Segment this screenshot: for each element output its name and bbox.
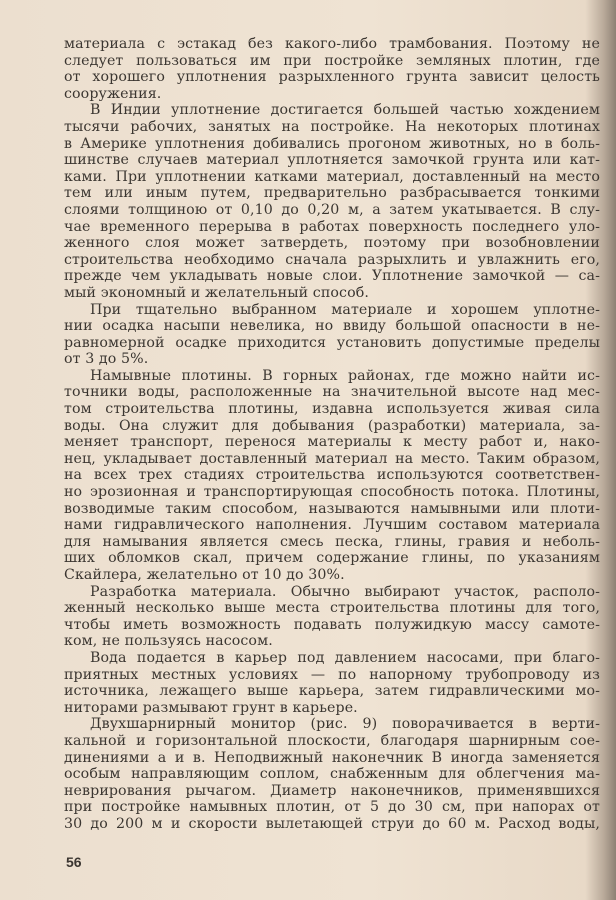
text-line: кальной и горизонтальной плоскости, благодаря шарнирным сое- — [64, 732, 600, 749]
text-line: тысячи рабочих, занятых на постройке. На некоторых плотинах — [64, 118, 600, 135]
text-line: строительства необходимо сначала разрыхлить и увлажнить его, — [64, 251, 600, 268]
text-line: Намывные плотины. В горных районах, где можно найти ис- — [90, 367, 600, 384]
text-line: источника, лежащего выше карьера, затем гидравлическими мо- — [64, 683, 600, 700]
book-page-text — [64, 36, 600, 833]
text-line: Вода подается в карьер под давлением насосами, при благо- — [90, 649, 600, 666]
paragraph — [64, 36, 600, 102]
text-line: Двухшарнирный монитор (рис. 9) поворачивается в верти- — [90, 716, 600, 733]
text-line: воды. Она служит для добывания (разработки) материала, за- — [64, 417, 600, 434]
text-line: При тщательно выбранном материале и хорошем уплотне- — [90, 301, 600, 318]
text-line: при постройке намывных плотин, от 5 до 30 см, при напорах от — [64, 799, 600, 816]
text-line: нами гидравлического наполнения. Лучшим составом материала — [64, 517, 600, 534]
text-line: прежде чем укладывать новые слои. Уплотнение замочкой — са- — [64, 268, 600, 285]
paragraph — [64, 102, 600, 301]
text-line: в Америке уплотнения добивались прогоном животных, но в боль- — [64, 135, 600, 152]
text-line: неврирования рычагом. Диаметр наконечников, применявшихся — [64, 782, 600, 799]
text-line: слоями толщиною от 0,10 до 0,20 м, а затем укатывается. В слу- — [64, 201, 600, 218]
text-line: сооружения. — [64, 85, 162, 102]
text-line: нец, укладывает доставленный материал на место. Таким образом, — [64, 450, 600, 467]
page-number: 56 — [66, 854, 82, 870]
text-line: женный несколько выше места строительства плотины для того, — [64, 600, 600, 617]
text-line: тем или иным путем, предварительно разбрасывается тонкими — [64, 185, 600, 202]
paragraph — [64, 584, 600, 650]
text-line: ками. При уплотнении катками материал, доставленный на место — [64, 168, 600, 185]
text-line: равномерной осадке приходится установить допустимые пределы — [64, 334, 600, 351]
text-line: от 3 до 5%. — [64, 351, 149, 368]
text-line: чтобы иметь возможность подавать полужидкую массу самоте- — [64, 616, 600, 633]
text-line: динениями а и в. Неподвижный наконечник В иногда заменяется — [64, 749, 600, 766]
paragraph — [64, 716, 600, 832]
text-line: но эрозионная и транспортирующая способность потока. Плотины, — [64, 484, 600, 501]
text-line: следует пользоваться им при постройке земляных плотин, где — [64, 52, 600, 69]
paragraph — [64, 302, 600, 368]
text-line: женного слоя может затвердеть, поэтому при возобновлении — [64, 235, 600, 252]
text-line: 30 до 200 м и скорости вылетающей струи до 60 м. Расход воды, — [64, 815, 600, 832]
text-line: ком, не пользуясь насосом. — [64, 633, 273, 650]
text-line: нии осадка насыпи невелика, но ввиду большой опасности в не- — [64, 318, 600, 335]
text-line: чае временного перерыва в работах поверхность последнего уло- — [64, 218, 600, 235]
text-line: ниторами размывают грунт в карьере. — [64, 699, 358, 716]
text-line: материала с эстакад без какого-либо трамбования. Поэтому не — [64, 36, 600, 52]
text-line: возводимые таким способом, называются намывными или плоти- — [64, 500, 600, 517]
text-line: шинстве случаев материал уплотняется замочкой грунта или кат- — [64, 152, 600, 169]
paragraph — [64, 368, 600, 584]
text-line: на всех трех стадиях строительства используются соответствен- — [64, 467, 600, 484]
text-line: меняет транспорт, перенося материалы к месту работ и, нако- — [64, 434, 600, 451]
text-line: ших обломков скал, причем содержание глины, по указаниям — [64, 550, 600, 567]
text-line: точники воды, расположенные на значительной высоте над мес- — [64, 384, 600, 401]
text-line: от хорошего уплотнения разрыхленного грунта зависит целость — [64, 69, 600, 86]
text-line: Скайлера, желательно от 10 до 30%. — [64, 567, 345, 583]
text-line: приятных местных условиях — по напорному трубопроводу из — [64, 666, 600, 683]
text-line: мый экономный и желательный способ. — [64, 284, 369, 301]
paragraph — [64, 650, 600, 716]
text-line: В Индии уплотнение достигается большей частью хождением — [90, 102, 600, 119]
text-line: особым направляющим соплом, снабженным для облегчения ма- — [64, 766, 600, 783]
text-line: для намывания является смесь песка, глины, гравия и неболь- — [64, 533, 600, 550]
text-line: том строительства плотины, издавна используется живая сила — [64, 401, 600, 418]
text-line: Разработка материала. Обычно выбирают участок, располо- — [90, 583, 600, 600]
